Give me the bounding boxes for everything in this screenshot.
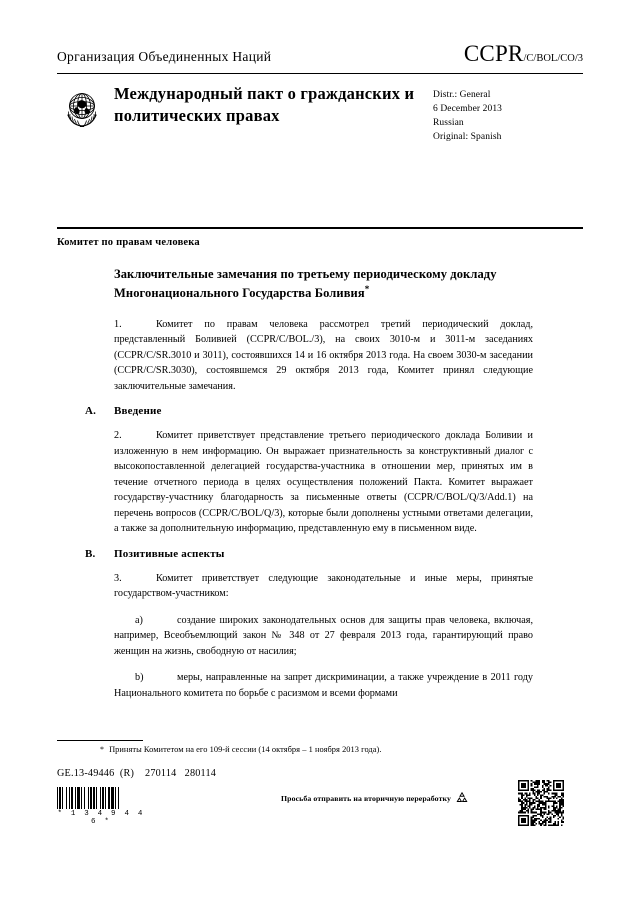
- distribution-type: Distr.: General: [433, 90, 491, 100]
- paragraph: [114, 571, 533, 602]
- document-symbol: [464, 42, 583, 65]
- list-item-letter: a): [135, 614, 143, 626]
- paragraph-number: 2.: [114, 430, 122, 442]
- paragraph: [114, 317, 533, 395]
- list-item-letter: b): [135, 672, 144, 684]
- title-band: [57, 82, 583, 144]
- page-title: [114, 266, 533, 303]
- job-number: GE.13-49446 (R) 270114 280114: [57, 768, 217, 779]
- footnote-separator: [57, 740, 143, 741]
- paragraph-text: Комитет приветствует следующие законодательные и иные меры, принятые государством-участником:: [114, 572, 533, 600]
- paragraph-text: Комитет приветствует представление третьего периодического доклада Боливии и изложенную в нем информацию. Он выражает признательность за конструктивный диалог с высокопоставленной делегацией государства-участника в отношении мер, принятых им в течение отчетного периода в целях осуществления положений Пакта. Комитет выражает государству-участнику благодарность за письменные ответы (CCPR/C/BOL/Q/3/Add.1) на перечень вопросов (CCPR/C/BOL/Q/3), которые были дополнены устными ответами делегации, а также за дополнительную информацию, представленную ему в письменном виде.: [114, 430, 533, 535]
- recycling-icon: [455, 791, 469, 805]
- paragraph-number: 3.: [114, 572, 122, 584]
- footnote: [100, 744, 520, 756]
- section-letter: B.: [85, 547, 96, 560]
- distribution-language: Russian: [433, 118, 464, 129]
- section-title: Введение: [114, 405, 162, 418]
- paragraph-number: 1.: [114, 318, 122, 330]
- header-bottom-rule: [57, 227, 583, 229]
- document-symbol-suffix: /C/BOL/CO/3: [523, 53, 583, 64]
- footnote-marker: *: [100, 745, 105, 754]
- title-footnote-marker: *: [364, 284, 370, 295]
- masthead-rule: [57, 73, 583, 74]
- recycle-text: Просьба отправить на вторичную переработку: [281, 793, 451, 803]
- paragraph-text: Комитет по правам человека рассмотрел третий периодический доклад, представленный Боливией (CCPR/C/BOL./3), на своих 3010-м и 3011-м заседаниях (CCPR/C/SR.3010 и 3011), состоявшихся 14 и 16 октября 2013 года. На своем 3030-м заседании (CCPR/C/SR.3030), состоявшемся 29 октября 2013 года, Комитет принял следующие заключительные замечания.: [114, 318, 533, 392]
- recycle-notice: [281, 791, 469, 805]
- section-heading-a: [85, 405, 533, 417]
- section-heading-b: [85, 548, 533, 560]
- list-item: [114, 670, 533, 701]
- organization-name: Организация Объединенных Наций: [57, 49, 272, 65]
- qr-code-icon: [518, 780, 564, 826]
- covenant-title: Международный пакт о гражданских и политических правах: [114, 84, 415, 125]
- list-item-text: меры, направленные на запрет дискриминации, а также учреждение в 2011 году Национального комитета по борьбе с расизмом и всеми формами: [114, 672, 533, 699]
- masthead-row: [57, 42, 583, 65]
- barcode-bars: [57, 787, 145, 809]
- committee-name: Комитет по правам человека: [57, 237, 200, 248]
- list-item: [114, 613, 533, 660]
- paragraph: [114, 428, 533, 537]
- section-letter: A.: [85, 405, 97, 418]
- un-emblem-icon: [57, 84, 107, 134]
- footnote-text: Приняты Комитетом на его 109-й сессии (14 октября – 1 ноября 2013 года).: [109, 745, 382, 754]
- barcode: [57, 787, 145, 826]
- section-title: Позитивные аспекты: [114, 547, 225, 560]
- page-title-text: Заключительные замечания по третьему периодическому докладу Многонационального Государства Боливия: [114, 267, 497, 301]
- masthead: [57, 42, 583, 65]
- distribution-block: [433, 82, 583, 144]
- list-item-text: создание широких законодательных основ для защиты прав человека, включая, например, Всеобъемлющий закон № 348 от 27 февраля 2013 года, гарантирующий право женщин на жизнь, свободную от насилия;: [114, 614, 533, 657]
- distribution-date: 6 December 2013: [433, 104, 503, 115]
- distribution-original: Original: Spanish: [433, 132, 502, 143]
- barcode-digits: * 1 3 4 9 4 4 6 *: [57, 810, 145, 826]
- document-body: [85, 266, 533, 712]
- document-symbol-main: CCPR: [463, 41, 524, 66]
